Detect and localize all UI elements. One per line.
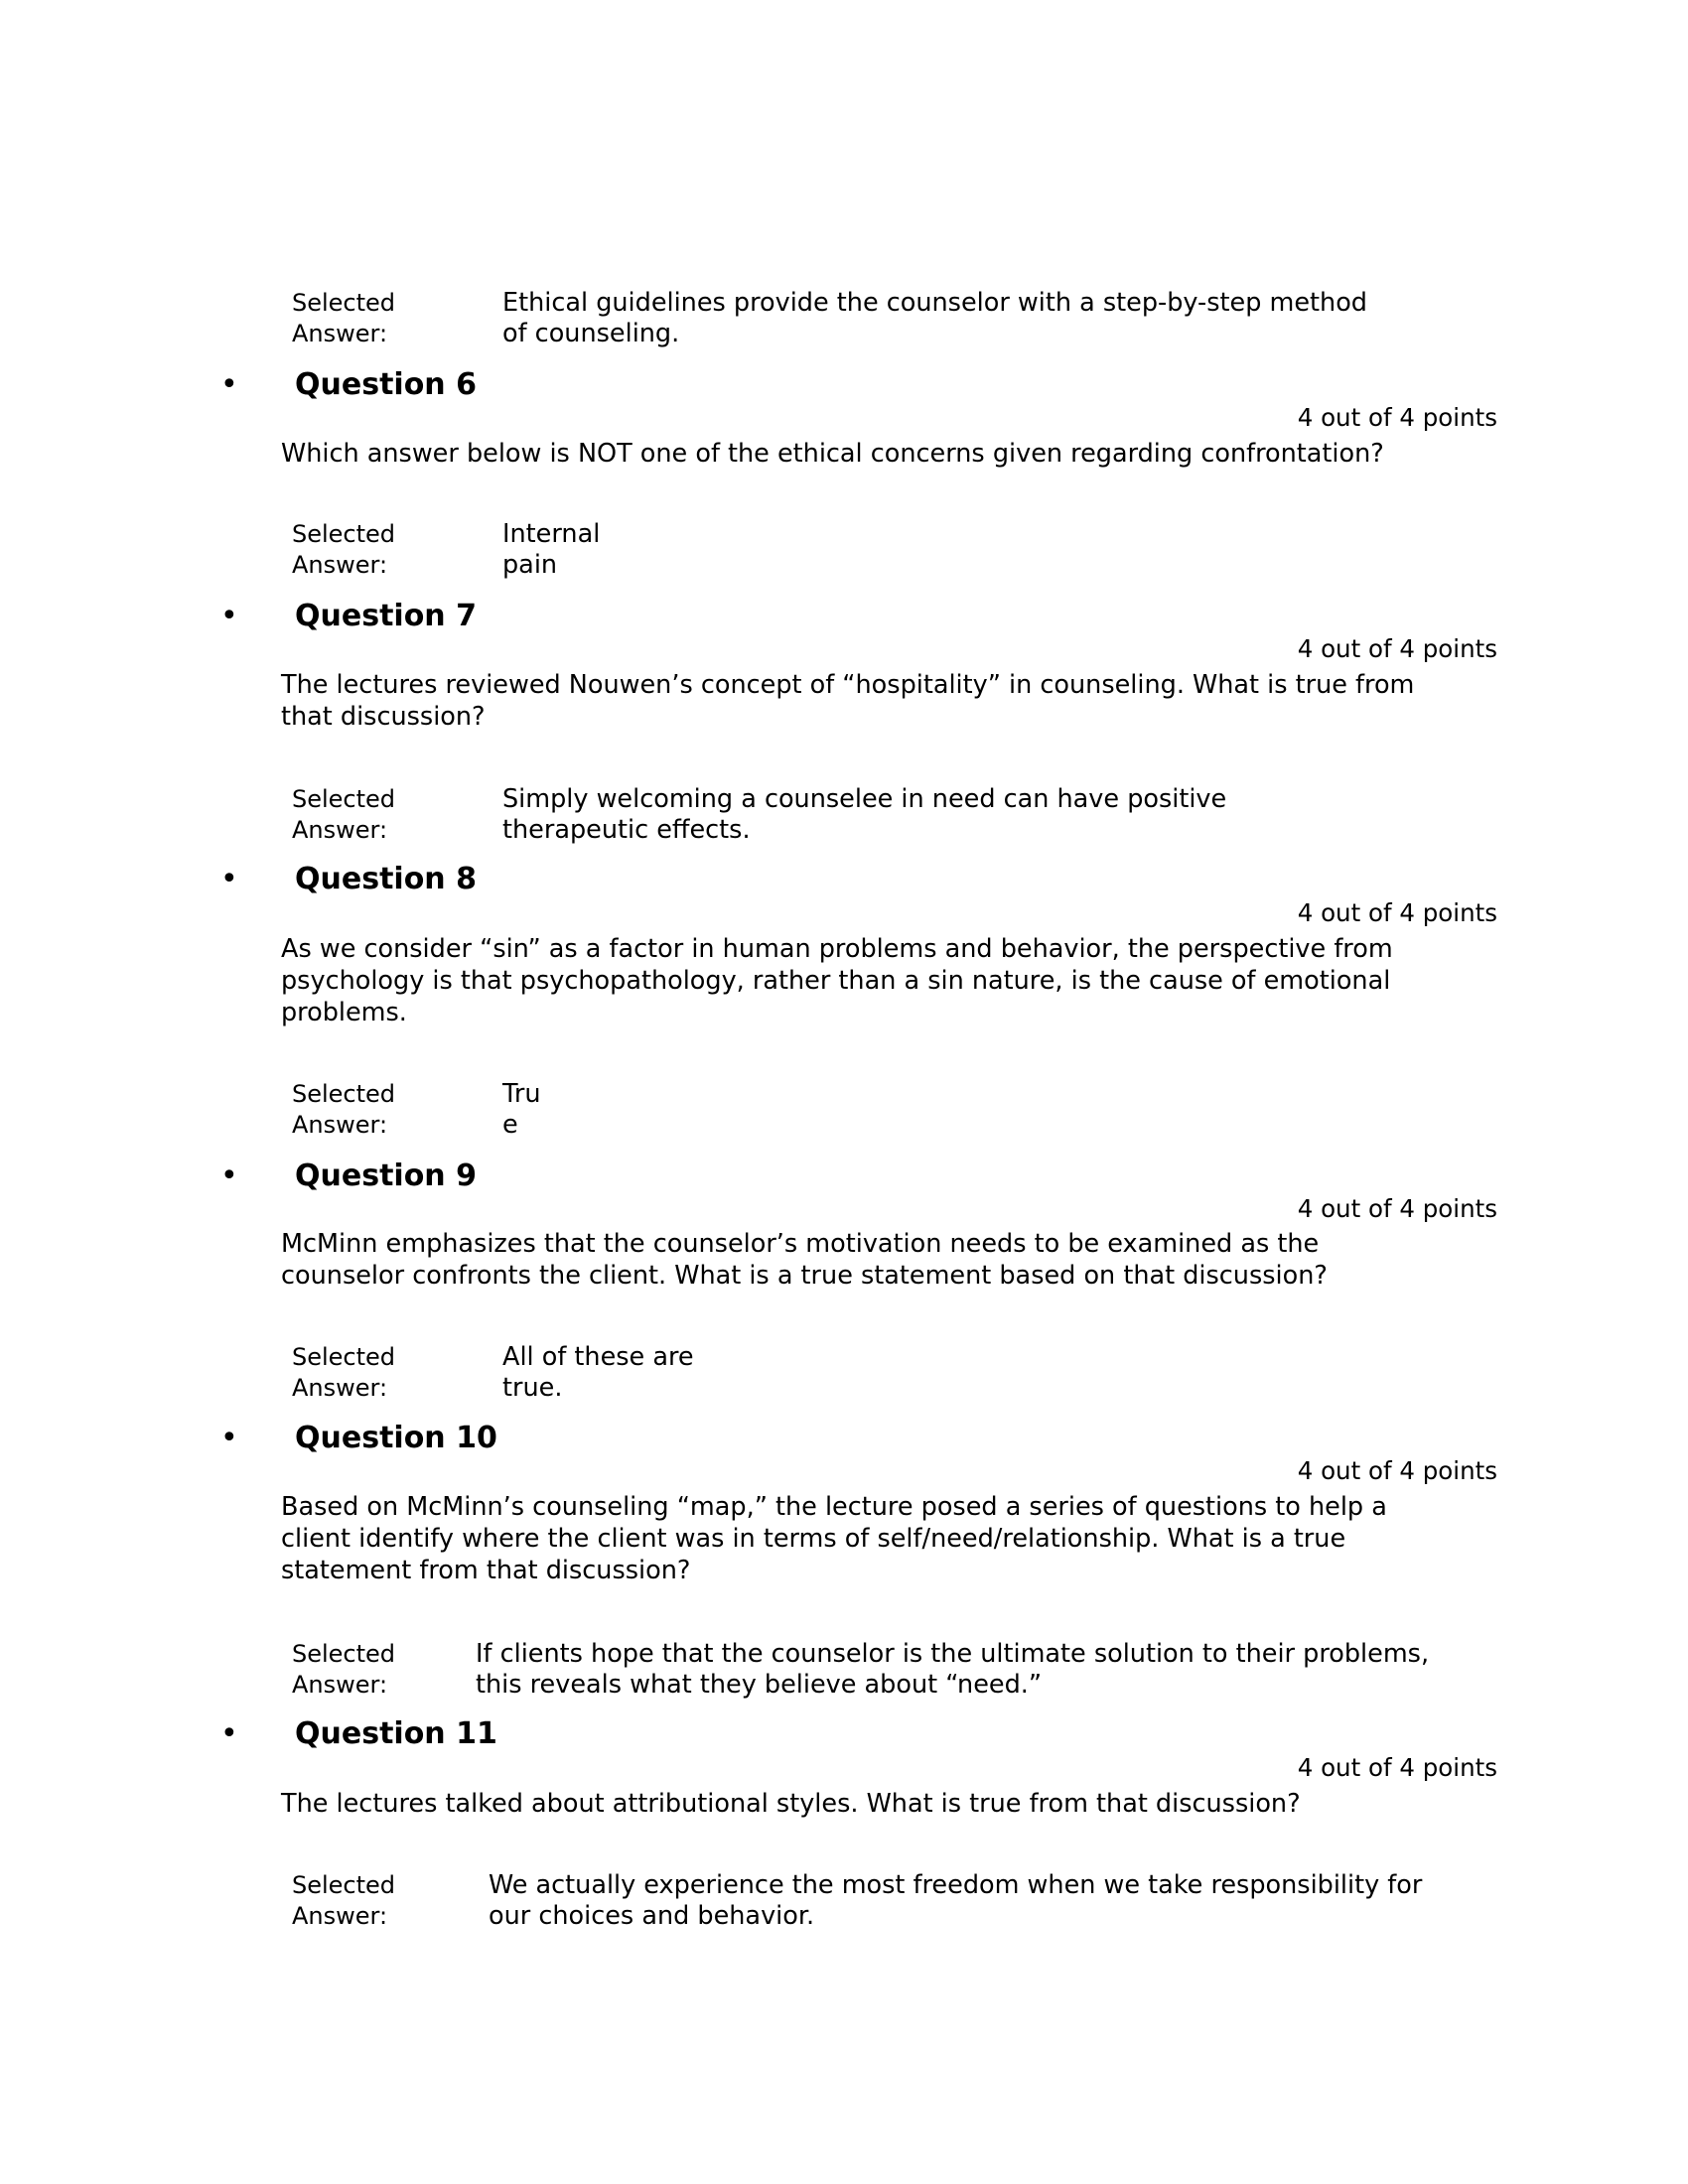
question-text bbox=[281, 1228, 1512, 1292]
bullet-icon: • bbox=[220, 367, 238, 402]
question-text-line: statement from that discussion? bbox=[281, 1556, 691, 1585]
question-text-line: The lectures reviewed Nouwen’s concept of “hospitality” in counseling. What is true from bbox=[281, 670, 1415, 700]
label-line: Selected bbox=[292, 1343, 396, 1371]
selected-answer-label bbox=[292, 1079, 395, 1141]
answer-line: this reveals what they believe about “need.” bbox=[476, 1670, 1043, 1700]
selected-answer-text bbox=[489, 1870, 1422, 1932]
points-score: 4 out of 4 points bbox=[1297, 898, 1497, 927]
selected-answer-text bbox=[502, 1342, 694, 1404]
question-text-line: As we consider “sin” as a factor in human problems and behavior, the perspective from bbox=[281, 934, 1393, 964]
answer-line: Simply welcoming a counselee in need can have positive bbox=[502, 784, 1227, 814]
selected-answer-text bbox=[502, 288, 1367, 349]
label-line: Answer: bbox=[292, 816, 388, 844]
question-text-line: psychology is that psychopathology, rather than a sin nature, is the cause of emotional bbox=[281, 966, 1391, 996]
question-heading: Question 11 bbox=[295, 1716, 497, 1751]
points-score: 4 out of 4 points bbox=[1297, 403, 1497, 432]
label-line: Answer: bbox=[292, 1671, 388, 1699]
question-heading: Question 7 bbox=[295, 599, 477, 633]
selected-answer-label bbox=[292, 784, 395, 846]
question-heading: Question 6 bbox=[295, 367, 477, 402]
selected-answer-label bbox=[292, 519, 395, 581]
answer-line: therapeutic effects. bbox=[502, 815, 751, 845]
question-text-line: McMinn emphasizes that the counselor’s motivation needs to be examined as the bbox=[281, 1229, 1320, 1259]
question-text-line: problems. bbox=[281, 998, 407, 1027]
selected-answer-text bbox=[476, 1639, 1429, 1701]
selected-answer-label bbox=[292, 1342, 395, 1404]
answer-line: Ethical guidelines provide the counselor with a step-by-step method bbox=[502, 288, 1367, 318]
answer-line: e bbox=[502, 1110, 518, 1140]
answer-line: Internal bbox=[502, 519, 601, 549]
question-text-line: that discussion? bbox=[281, 702, 486, 732]
selected-answer-text bbox=[502, 784, 1226, 846]
bullet-icon: • bbox=[220, 599, 238, 633]
selected-answer-text bbox=[502, 1079, 540, 1141]
bullet-icon: • bbox=[220, 1421, 238, 1455]
bullet-icon: • bbox=[220, 862, 238, 896]
selected-answer-label bbox=[292, 288, 395, 349]
question-text-line: Which answer below is NOT one of the ethical concerns given regarding confrontation? bbox=[281, 439, 1384, 469]
label-line: Selected bbox=[292, 785, 396, 813]
points-score: 4 out of 4 points bbox=[1297, 1753, 1497, 1782]
answer-line: of counseling. bbox=[502, 319, 680, 348]
answer-line: Tru bbox=[502, 1079, 541, 1109]
label-line: Answer: bbox=[292, 320, 388, 347]
bullet-icon: • bbox=[220, 1159, 238, 1193]
question-text bbox=[281, 438, 1512, 470]
answer-line: If clients hope that the counselor is the ultimate solution to their problems, bbox=[476, 1639, 1430, 1669]
question-text-line: client identify where the client was in terms of self/need/relationship. What is a true bbox=[281, 1524, 1346, 1554]
label-line: Selected bbox=[292, 520, 396, 548]
question-text bbox=[281, 1788, 1512, 1820]
question-heading: Question 8 bbox=[295, 862, 477, 896]
question-heading: Question 9 bbox=[295, 1159, 477, 1193]
label-line: Answer: bbox=[292, 1374, 388, 1402]
question-text bbox=[281, 933, 1512, 1028]
answer-line: our choices and behavior. bbox=[489, 1901, 815, 1931]
answer-line: All of these are bbox=[502, 1342, 694, 1372]
label-line: Selected bbox=[292, 289, 396, 317]
points-score: 4 out of 4 points bbox=[1297, 634, 1497, 663]
question-text-line: The lectures talked about attributional styles. What is true from that discussion? bbox=[281, 1789, 1301, 1819]
label-line: Answer: bbox=[292, 1111, 388, 1139]
question-text-line: Based on McMinn’s counseling “map,” the lecture posed a series of questions to help a bbox=[281, 1492, 1387, 1522]
question-text bbox=[281, 1491, 1512, 1586]
points-score: 4 out of 4 points bbox=[1297, 1194, 1497, 1223]
label-line: Selected bbox=[292, 1871, 396, 1899]
answer-line: true. bbox=[502, 1373, 563, 1403]
label-line: Selected bbox=[292, 1640, 396, 1668]
question-text bbox=[281, 669, 1512, 733]
question-heading: Question 10 bbox=[295, 1421, 497, 1455]
answer-line: We actually experience the most freedom when we take responsibility for bbox=[489, 1870, 1423, 1900]
label-line: Answer: bbox=[292, 1902, 388, 1930]
selected-answer-label bbox=[292, 1870, 395, 1932]
answer-line: pain bbox=[502, 550, 558, 580]
label-line: Selected bbox=[292, 1080, 396, 1108]
label-line: Answer: bbox=[292, 551, 388, 579]
points-score: 4 out of 4 points bbox=[1297, 1456, 1497, 1485]
bullet-icon: • bbox=[220, 1716, 238, 1751]
selected-answer-text bbox=[502, 519, 600, 581]
question-text-line: counselor confronts the client. What is a true statement based on that discussion? bbox=[281, 1261, 1328, 1291]
selected-answer-label bbox=[292, 1639, 395, 1701]
